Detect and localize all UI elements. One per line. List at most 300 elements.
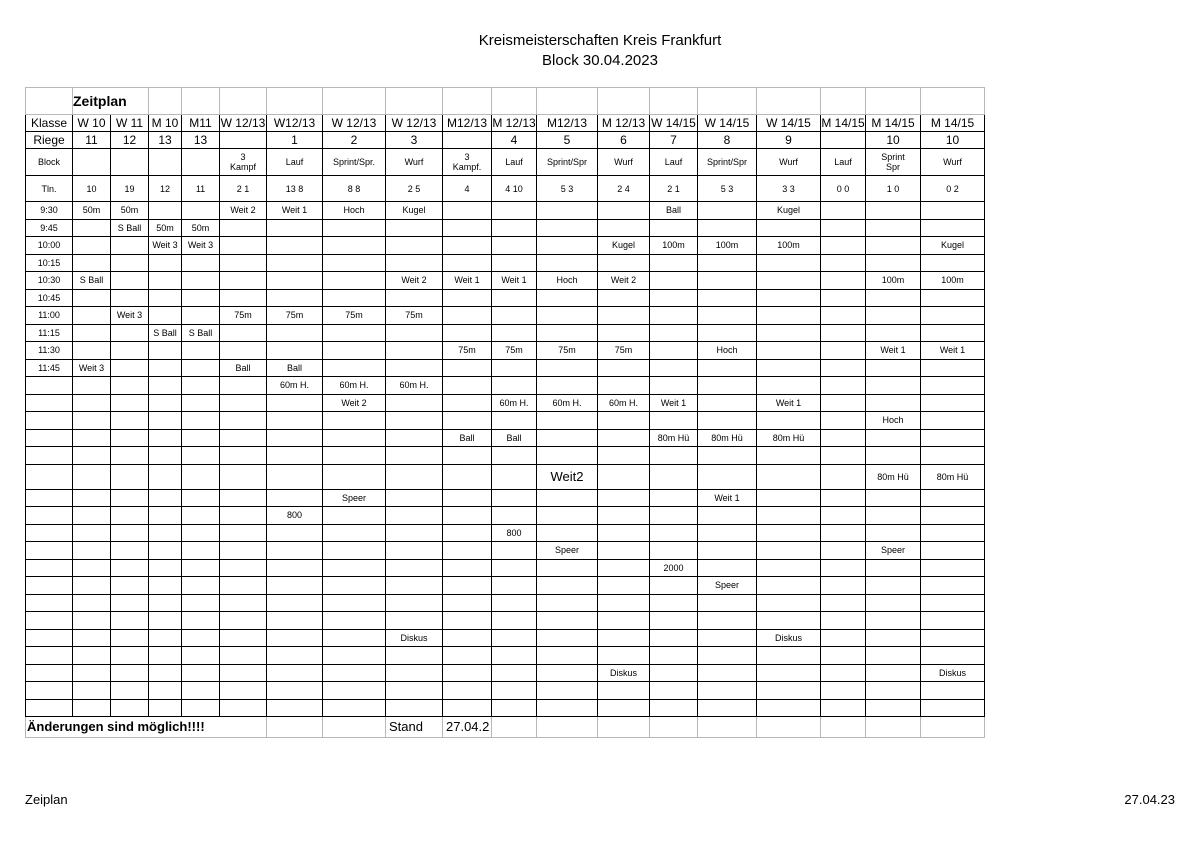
event-cell xyxy=(866,377,921,395)
event-cell xyxy=(111,489,149,507)
event-cell xyxy=(111,289,149,307)
event-cell xyxy=(757,612,821,630)
teilnehmer-cell: 2 1 xyxy=(650,176,698,202)
event-cell xyxy=(182,289,220,307)
event-cell xyxy=(921,324,985,342)
event-cell xyxy=(757,307,821,325)
event-cell: Diskus xyxy=(386,629,443,647)
event-cell xyxy=(537,699,598,717)
block-cell: 3 Kampf. xyxy=(443,149,492,176)
event-cell: 50m xyxy=(111,202,149,220)
event-cell: 60m H. xyxy=(386,377,443,395)
time-slot-row xyxy=(26,289,985,307)
event-cell xyxy=(492,359,537,377)
event-cell: Weit 1 xyxy=(650,394,698,412)
event-cell xyxy=(220,447,267,465)
event-cell xyxy=(537,664,598,682)
event-cell xyxy=(443,412,492,430)
event-cell xyxy=(650,342,698,360)
event-cell xyxy=(220,254,267,272)
event-cell xyxy=(598,559,650,577)
event-cell: 100m xyxy=(698,237,757,255)
event-cell xyxy=(386,524,443,542)
event-cell xyxy=(73,219,111,237)
teilnehmer-cell: 0 0 xyxy=(821,176,866,202)
event-cell xyxy=(220,682,267,700)
event-cell: Weit 1 xyxy=(757,394,821,412)
event-cell xyxy=(537,377,598,395)
event-cell xyxy=(821,664,866,682)
event-cell xyxy=(492,629,537,647)
event-cell: Weit 3 xyxy=(73,359,111,377)
time-cell xyxy=(26,489,73,507)
time-slot-row xyxy=(26,429,985,447)
event-cell xyxy=(111,629,149,647)
event-cell xyxy=(443,324,492,342)
time-slot-row xyxy=(26,577,985,595)
event-cell xyxy=(267,612,323,630)
event-cell xyxy=(111,559,149,577)
event-cell xyxy=(182,542,220,560)
time-slot-row xyxy=(26,237,985,255)
block-cell: Wurf xyxy=(386,149,443,176)
event-cell xyxy=(537,524,598,542)
event-cell xyxy=(921,202,985,220)
riege-cell xyxy=(220,132,267,149)
event-cell xyxy=(73,664,111,682)
event-cell xyxy=(182,682,220,700)
footer-blank-cell xyxy=(921,717,985,738)
event-cell xyxy=(73,559,111,577)
event-cell xyxy=(323,594,386,612)
event-cell: Kugel xyxy=(921,237,985,255)
event-cell xyxy=(698,324,757,342)
time-cell: 10:00 xyxy=(26,237,73,255)
time-slot-row xyxy=(26,699,985,717)
event-cell xyxy=(866,507,921,525)
event-cell xyxy=(73,524,111,542)
event-cell xyxy=(182,507,220,525)
event-cell xyxy=(866,359,921,377)
event-cell xyxy=(111,324,149,342)
event-cell xyxy=(73,647,111,665)
event-cell xyxy=(492,307,537,325)
event-cell xyxy=(537,559,598,577)
event-cell: S Ball xyxy=(73,272,111,290)
block-cell: Wurf xyxy=(921,149,985,176)
block-cell: Sprint/Spr xyxy=(537,149,598,176)
event-cell xyxy=(821,342,866,360)
event-cell xyxy=(443,237,492,255)
event-cell xyxy=(650,219,698,237)
event-cell xyxy=(220,412,267,430)
event-cell xyxy=(267,237,323,255)
event-cell xyxy=(537,447,598,465)
event-cell xyxy=(73,699,111,717)
event-cell xyxy=(492,664,537,682)
event-cell xyxy=(598,377,650,395)
event-cell xyxy=(757,377,821,395)
event-cell xyxy=(220,429,267,447)
event-cell xyxy=(443,594,492,612)
event-cell xyxy=(757,524,821,542)
event-cell xyxy=(111,577,149,595)
time-slot-row xyxy=(26,542,985,560)
event-cell xyxy=(866,202,921,220)
time-cell xyxy=(26,647,73,665)
event-cell xyxy=(598,542,650,560)
event-cell xyxy=(537,324,598,342)
event-cell xyxy=(492,412,537,430)
event-cell: Diskus xyxy=(598,664,650,682)
block-cell: Sprint/Spr. xyxy=(323,149,386,176)
header-blank-cell xyxy=(821,88,866,115)
time-slot-row xyxy=(26,254,985,272)
event-cell xyxy=(537,254,598,272)
page-footer-date: 27.04.23 xyxy=(1124,792,1175,807)
event-cell xyxy=(149,394,182,412)
time-cell xyxy=(26,594,73,612)
event-cell xyxy=(182,447,220,465)
event-cell xyxy=(866,324,921,342)
event-cell xyxy=(220,559,267,577)
time-cell: 10:15 xyxy=(26,254,73,272)
event-cell xyxy=(866,647,921,665)
event-cell xyxy=(220,524,267,542)
stand-date: 27.04.2 xyxy=(443,717,492,738)
riege-cell: 4 xyxy=(492,132,537,149)
event-cell xyxy=(323,629,386,647)
event-cell xyxy=(650,412,698,430)
event-cell xyxy=(220,342,267,360)
event-cell xyxy=(492,254,537,272)
event-cell xyxy=(757,489,821,507)
event-cell xyxy=(111,237,149,255)
event-cell xyxy=(921,359,985,377)
event-cell xyxy=(149,559,182,577)
event-cell xyxy=(650,254,698,272)
riege-row xyxy=(26,132,985,149)
riege-cell: 7 xyxy=(650,132,698,149)
event-cell: 800 xyxy=(492,524,537,542)
time-slot-row xyxy=(26,202,985,220)
time-slot-row xyxy=(26,629,985,647)
time-cell: 11:45 xyxy=(26,359,73,377)
event-cell xyxy=(220,594,267,612)
event-cell xyxy=(598,647,650,665)
header-blank-cell xyxy=(757,88,821,115)
event-cell xyxy=(386,324,443,342)
header-blank-cell xyxy=(650,88,698,115)
event-cell xyxy=(220,612,267,630)
event-cell xyxy=(149,429,182,447)
event-cell xyxy=(111,699,149,717)
event-cell xyxy=(149,447,182,465)
event-cell xyxy=(182,647,220,665)
event-cell xyxy=(698,219,757,237)
event-cell: 75m xyxy=(537,342,598,360)
event-cell xyxy=(698,464,757,489)
event-cell xyxy=(149,612,182,630)
event-cell xyxy=(111,359,149,377)
event-cell xyxy=(220,289,267,307)
event-cell xyxy=(921,307,985,325)
footer-blank-cell xyxy=(323,717,386,738)
event-cell xyxy=(821,237,866,255)
event-cell: Kugel xyxy=(598,237,650,255)
event-cell xyxy=(537,237,598,255)
event-cell xyxy=(386,447,443,465)
event-cell xyxy=(821,524,866,542)
event-cell xyxy=(537,429,598,447)
klasse-cell: W 14/15 xyxy=(651,115,696,130)
time-slot-row xyxy=(26,594,985,612)
event-cell xyxy=(821,577,866,595)
event-cell xyxy=(323,412,386,430)
event-cell xyxy=(267,699,323,717)
event-cell: 60m H. xyxy=(492,394,537,412)
schedule-table xyxy=(25,87,985,738)
header-blank-cell xyxy=(149,88,182,115)
event-cell xyxy=(757,507,821,525)
event-cell xyxy=(111,682,149,700)
event-cell xyxy=(757,464,821,489)
event-cell xyxy=(443,289,492,307)
event-cell xyxy=(73,612,111,630)
event-cell xyxy=(386,612,443,630)
event-cell xyxy=(267,542,323,560)
event-cell xyxy=(220,324,267,342)
event-cell xyxy=(182,412,220,430)
event-cell: 75m xyxy=(267,307,323,325)
header-blank-cell xyxy=(267,88,323,115)
event-cell: Weit 3 xyxy=(111,307,149,325)
event-cell xyxy=(821,507,866,525)
event-cell xyxy=(267,324,323,342)
event-cell xyxy=(182,489,220,507)
event-cell xyxy=(149,202,182,220)
event-cell xyxy=(492,594,537,612)
time-slot-row xyxy=(26,342,985,360)
event-cell xyxy=(267,464,323,489)
time-cell xyxy=(26,629,73,647)
event-cell xyxy=(386,594,443,612)
event-cell xyxy=(443,219,492,237)
teilnehmer-cell: 19 xyxy=(111,176,149,202)
event-cell: 75m xyxy=(220,307,267,325)
event-cell xyxy=(537,682,598,700)
event-cell xyxy=(73,342,111,360)
event-cell xyxy=(537,412,598,430)
time-cell: 10:45 xyxy=(26,289,73,307)
klasse-cell: W 12/13 xyxy=(323,115,386,132)
event-cell xyxy=(757,682,821,700)
event-cell xyxy=(866,682,921,700)
event-cell xyxy=(267,577,323,595)
event-cell xyxy=(921,542,985,560)
changes-note: Änderungen sind möglich!!!! xyxy=(26,717,267,738)
event-cell xyxy=(267,219,323,237)
event-cell xyxy=(220,629,267,647)
event-cell: Weit 2 xyxy=(323,394,386,412)
teilnehmer-cell: 12 xyxy=(149,176,182,202)
event-cell xyxy=(386,219,443,237)
event-cell xyxy=(537,629,598,647)
event-cell xyxy=(443,682,492,700)
riege-cell: 11 xyxy=(73,132,111,149)
time-cell: 9:30 xyxy=(26,202,73,220)
event-cell xyxy=(598,699,650,717)
header-subtitle: Block 30.04.2023 xyxy=(542,52,658,69)
event-cell xyxy=(866,254,921,272)
event-cell xyxy=(537,359,598,377)
event-cell xyxy=(866,664,921,682)
event-cell xyxy=(267,664,323,682)
klasse-cell: M 10 xyxy=(149,115,182,132)
event-cell xyxy=(149,359,182,377)
event-cell xyxy=(111,429,149,447)
event-cell xyxy=(386,289,443,307)
event-cell xyxy=(443,254,492,272)
event-cell: Weit 3 xyxy=(149,237,182,255)
event-cell xyxy=(149,577,182,595)
event-cell xyxy=(598,202,650,220)
event-cell xyxy=(386,412,443,430)
riege-cell: Riege xyxy=(26,132,73,149)
event-cell xyxy=(111,507,149,525)
teilnehmer-cell: 0 2 xyxy=(921,176,985,202)
event-cell xyxy=(111,612,149,630)
event-cell xyxy=(386,464,443,489)
event-cell xyxy=(267,647,323,665)
event-cell xyxy=(866,489,921,507)
event-cell xyxy=(443,377,492,395)
time-cell xyxy=(26,612,73,630)
event-cell xyxy=(182,429,220,447)
time-slot-row xyxy=(26,377,985,395)
event-cell: 60m H. xyxy=(267,377,323,395)
klasse-cell: W 11 xyxy=(111,115,149,132)
event-cell xyxy=(921,559,985,577)
header-blank-cell xyxy=(386,88,443,115)
teilnehmer-cell: 1 0 xyxy=(866,176,921,202)
klasse-cell: W 14/15 xyxy=(698,115,757,132)
event-cell xyxy=(386,429,443,447)
event-cell: Hoch xyxy=(698,342,757,360)
event-cell xyxy=(821,594,866,612)
event-cell xyxy=(650,577,698,595)
event-cell: Speer xyxy=(866,542,921,560)
time-slot-row xyxy=(26,682,985,700)
event-cell xyxy=(821,629,866,647)
time-cell: 9:45 xyxy=(26,219,73,237)
event-cell xyxy=(73,577,111,595)
klasse-cell: M 12/13 xyxy=(598,115,650,132)
event-cell: Kugel xyxy=(757,202,821,220)
event-cell: 50m xyxy=(182,219,220,237)
event-cell xyxy=(821,612,866,630)
event-cell xyxy=(650,359,698,377)
event-cell xyxy=(598,489,650,507)
event-cell: 80m Hü xyxy=(757,429,821,447)
event-cell xyxy=(537,489,598,507)
footer-blank-cell xyxy=(698,717,757,738)
time-cell xyxy=(26,682,73,700)
event-cell xyxy=(650,647,698,665)
event-cell xyxy=(73,682,111,700)
event-cell xyxy=(698,664,757,682)
corner-cell xyxy=(26,88,73,115)
event-cell xyxy=(149,664,182,682)
event-cell xyxy=(386,237,443,255)
time-slot-row xyxy=(26,394,985,412)
event-cell xyxy=(866,629,921,647)
event-cell xyxy=(598,219,650,237)
event-cell xyxy=(650,289,698,307)
event-cell xyxy=(267,524,323,542)
footer-blank-cell xyxy=(598,717,650,738)
event-cell xyxy=(73,594,111,612)
block-cell: 3 Kampf xyxy=(220,149,267,176)
event-cell xyxy=(757,342,821,360)
event-cell xyxy=(698,202,757,220)
event-cell xyxy=(323,272,386,290)
event-cell xyxy=(698,254,757,272)
event-cell xyxy=(323,577,386,595)
event-cell: Diskus xyxy=(757,629,821,647)
event-cell xyxy=(267,289,323,307)
klasse-cell: M11 xyxy=(182,115,220,132)
time-slot-row xyxy=(26,507,985,525)
event-cell xyxy=(650,524,698,542)
event-cell xyxy=(866,429,921,447)
time-slot-row xyxy=(26,647,985,665)
event-cell xyxy=(598,307,650,325)
event-cell xyxy=(537,594,598,612)
event-cell xyxy=(182,629,220,647)
time-slot-row xyxy=(26,307,985,325)
event-cell xyxy=(149,542,182,560)
event-cell: Weit2 xyxy=(537,464,598,489)
riege-cell xyxy=(443,132,492,149)
event-cell xyxy=(182,594,220,612)
event-cell xyxy=(821,489,866,507)
event-cell xyxy=(866,289,921,307)
event-cell xyxy=(182,342,220,360)
event-cell: 80m Hü xyxy=(698,429,757,447)
event-cell xyxy=(111,664,149,682)
time-cell xyxy=(26,394,73,412)
event-cell xyxy=(443,559,492,577)
event-cell xyxy=(866,307,921,325)
event-cell xyxy=(492,377,537,395)
time-cell xyxy=(26,542,73,560)
event-cell xyxy=(650,489,698,507)
event-cell xyxy=(757,219,821,237)
event-cell xyxy=(492,647,537,665)
event-cell: 100m xyxy=(650,237,698,255)
event-cell xyxy=(537,289,598,307)
event-cell xyxy=(220,542,267,560)
event-cell xyxy=(323,237,386,255)
event-cell xyxy=(821,377,866,395)
event-cell xyxy=(386,682,443,700)
event-cell xyxy=(386,699,443,717)
event-cell xyxy=(323,219,386,237)
event-cell xyxy=(73,629,111,647)
event-cell xyxy=(821,699,866,717)
block-cell: Sprint/Spr xyxy=(698,149,757,176)
